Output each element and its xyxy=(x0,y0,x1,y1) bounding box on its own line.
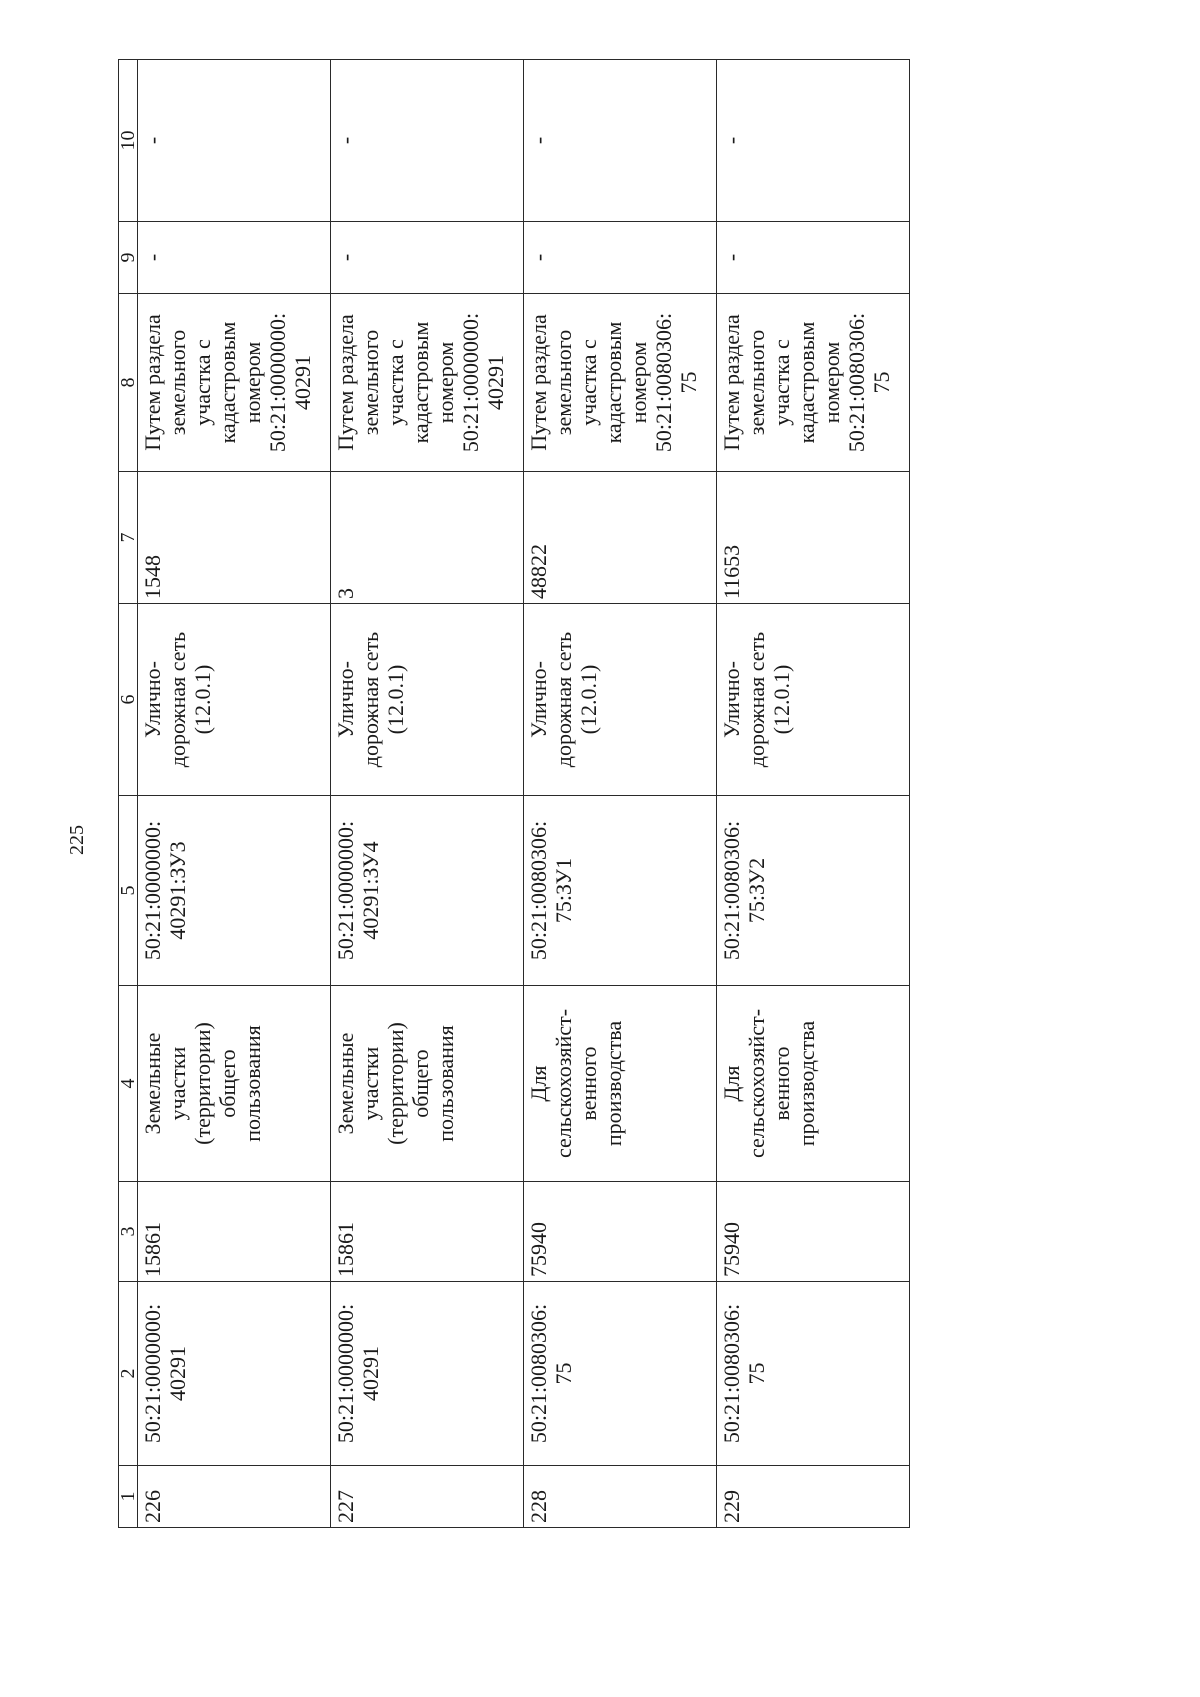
new-permitted-use-cell: Улично- дорожная сеть (12.0.1) xyxy=(138,604,331,796)
table-container xyxy=(118,60,931,1528)
source-area-cell: 15861 xyxy=(331,1182,524,1282)
source-area-cell: 75940 xyxy=(717,1182,910,1282)
new-permitted-use-cell: Улично- дорожная сеть (12.0.1) xyxy=(717,604,910,796)
table-row xyxy=(524,60,717,1528)
column-10-cell: - xyxy=(138,60,331,222)
formation-method-cell: Путем раздела земельного участка с кадастровым номером 50:21:0000000: 40291 xyxy=(331,294,524,472)
new-area-cell: 3 xyxy=(331,472,524,604)
column-number: 5 xyxy=(119,796,138,986)
column-9-cell: - xyxy=(717,222,910,294)
land-plots-table xyxy=(118,59,910,1528)
table-row xyxy=(717,60,910,1528)
column-9-cell: - xyxy=(524,222,717,294)
source-area-cell: 75940 xyxy=(524,1182,717,1282)
new-plot-designation-cell: 50:21:0000000: 40291:ЗУ4 xyxy=(331,796,524,986)
column-number: 6 xyxy=(119,604,138,796)
source-cadastral-number-cell: 50:21:0080306: 75 xyxy=(524,1282,717,1466)
new-area-cell: 48822 xyxy=(524,472,717,604)
formation-method-cell: Путем раздела земельного участка с кадастровым номером 50:21:0080306: 75 xyxy=(717,294,910,472)
column-number: 8 xyxy=(119,294,138,472)
new-permitted-use-cell: Улично- дорожная сеть (12.0.1) xyxy=(524,604,717,796)
column-10-cell: - xyxy=(717,60,910,222)
column-number: 10 xyxy=(119,60,138,222)
row-number-cell: 229 xyxy=(717,1466,910,1528)
column-9-cell: - xyxy=(138,222,331,294)
column-9-cell: - xyxy=(331,222,524,294)
row-number-cell: 227 xyxy=(331,1466,524,1528)
column-number: 1 xyxy=(119,1466,138,1528)
source-cadastral-number-cell: 50:21:0000000: 40291 xyxy=(331,1282,524,1466)
row-number-cell: 226 xyxy=(138,1466,331,1528)
row-number-cell: 228 xyxy=(524,1466,717,1528)
permitted-use-cell: Земельные участки (территории) общего пользования xyxy=(331,986,524,1182)
formation-method-cell: Путем раздела земельного участка с кадастровым номером 50:21:0080306: 75 xyxy=(524,294,717,472)
column-number-row xyxy=(119,60,138,1528)
permitted-use-cell: Для сельскохозяйст- венного производства xyxy=(524,986,717,1182)
column-number: 2 xyxy=(119,1282,138,1466)
permitted-use-cell: Для сельскохозяйст- венного производства xyxy=(717,986,910,1182)
source-cadastral-number-cell: 50:21:0080306: 75 xyxy=(717,1282,910,1466)
new-plot-designation-cell: 50:21:0080306: 75:ЗУ2 xyxy=(717,796,910,986)
new-plot-designation-cell: 50:21:0080306: 75:ЗУ1 xyxy=(524,796,717,986)
column-10-cell: - xyxy=(524,60,717,222)
source-area-cell: 15861 xyxy=(138,1182,331,1282)
column-number: 7 xyxy=(119,472,138,604)
new-area-cell: 1548 xyxy=(138,472,331,604)
new-permitted-use-cell: Улично- дорожная сеть (12.0.1) xyxy=(331,604,524,796)
column-number: 4 xyxy=(119,986,138,1182)
page-number: 225 xyxy=(66,825,88,855)
table-row xyxy=(331,60,524,1528)
formation-method-cell: Путем раздела земельного участка с кадастровым номером 50:21:0000000: 40291 xyxy=(138,294,331,472)
new-plot-designation-cell: 50:21:0000000: 40291:ЗУ3 xyxy=(138,796,331,986)
column-number: 3 xyxy=(119,1182,138,1282)
table-row xyxy=(138,60,331,1528)
column-number: 9 xyxy=(119,222,138,294)
source-cadastral-number-cell: 50:21:0000000: 40291 xyxy=(138,1282,331,1466)
column-10-cell: - xyxy=(331,60,524,222)
new-area-cell: 11653 xyxy=(717,472,910,604)
permitted-use-cell: Земельные участки (территории) общего пользования xyxy=(138,986,331,1182)
